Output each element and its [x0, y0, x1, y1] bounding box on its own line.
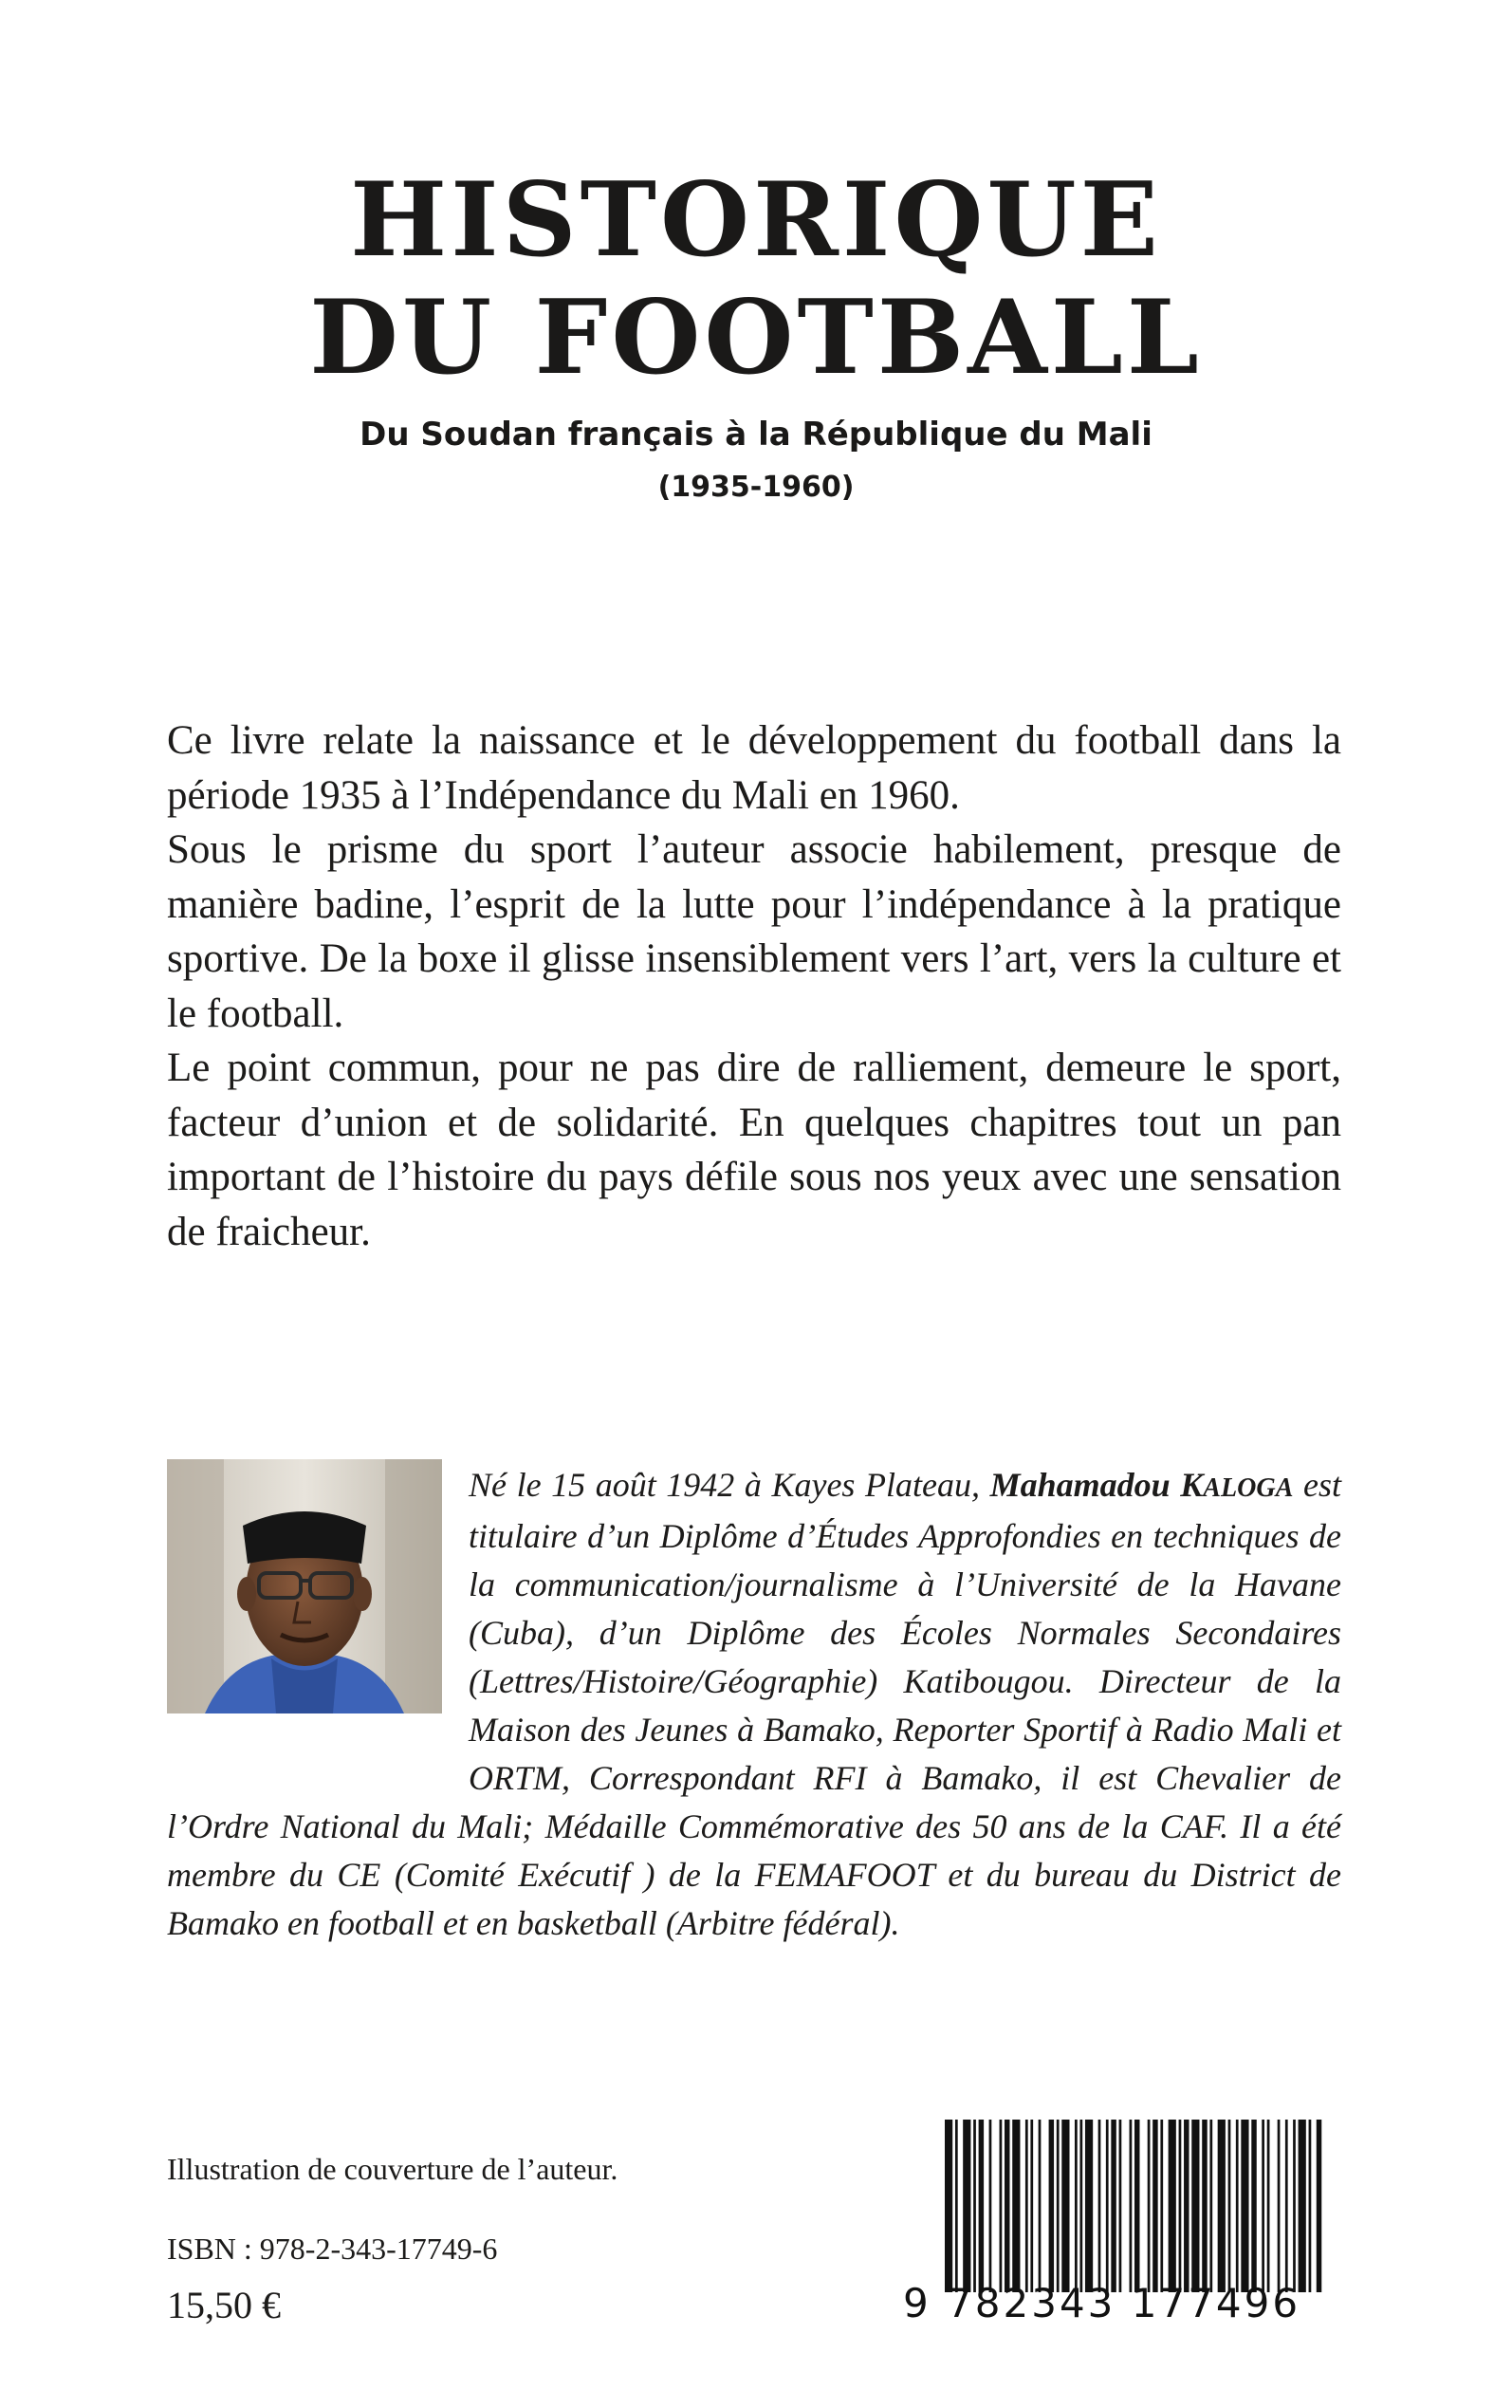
- isbn: ISBN : 978-2-343-17749-6: [167, 2232, 498, 2266]
- price: 15,50 €: [167, 2284, 281, 2326]
- illustration-credit: Illustration de couverture de l’auteur.: [167, 2152, 618, 2186]
- photo-spacer: [167, 1461, 469, 1763]
- bio-rest: est titulaire d’un Diplôme d’Études Approfondies en techniques de la communication/journalisme à l’Université de la Havane (Cuba), d’un Diplôme des Écoles Normales Secondaires (Lettres/Histoire/Géographie) Katibougou. Directeur de la Maison des Jeunes à Bamako, Reporter Sportif à Radio Mali et ORTM, Correspondant RFI à Bamako, il est Chevalier de l’Ordre National du Mali; Médaille Commémorative des 50 ans de la CAF. Il a été membre du CE (Comité Exécutif ) de la FEMAFOOT et du bureau du District de Bamako en football et en basketball (Arbitre fédéral).: [167, 1466, 1342, 1942]
- barcode-bar: [1160, 2120, 1163, 2292]
- book-dates: (1935-1960): [657, 471, 855, 504]
- barcode-bar: [1169, 2120, 1176, 2292]
- barcode-bar: [1049, 2120, 1054, 2292]
- barcode-bar: [1152, 2120, 1157, 2292]
- barcode-digits: 9 782343 177496: [903, 2280, 1301, 2326]
- barcode-bar: [1061, 2120, 1069, 2292]
- barcode-bar: [1251, 2120, 1256, 2292]
- barcode-bar: [1130, 2120, 1133, 2292]
- barcode-bar: [955, 2120, 958, 2292]
- barcode-bar: [1209, 2120, 1212, 2292]
- author-last-initial: K: [1180, 1466, 1204, 1504]
- author-first-name: Mahamadou: [989, 1466, 1171, 1504]
- barcode-bar: [1148, 2120, 1151, 2292]
- book-title-line-1: HISTORIQUE: [350, 160, 1162, 280]
- barcode-bar: [1299, 2120, 1306, 2292]
- barcode-bar: [1184, 2120, 1189, 2292]
- barcode-bar: [1012, 2120, 1020, 2292]
- barcode-bar: [1218, 2120, 1226, 2292]
- author-last-rest: ALOGA: [1203, 1473, 1294, 1503]
- blurb-paragraph-2: Sous le prisme du sport l’auteur associe habilement, presque de manière badine, l’esprit de la lutte pour l’indépendance à la pratique sportive. De la boxe il glisse insensiblement vers l’art, vers la culture et le football.: [167, 827, 1341, 1036]
- barcode-bar: [1005, 2120, 1009, 2292]
- barcode-bar: [1236, 2120, 1239, 2292]
- barcode-bar: [1057, 2120, 1060, 2292]
- barcode-bar: [1134, 2120, 1139, 2292]
- barcode-bar: [963, 2120, 970, 2292]
- barcode-bar: [1267, 2120, 1270, 2292]
- barcode-bar: [1241, 2120, 1248, 2292]
- barcode-bar: [1075, 2120, 1078, 2292]
- author-bio: [167, 1461, 1341, 1948]
- barcode-bar: [1025, 2120, 1028, 2292]
- barcode-bar: [1191, 2120, 1199, 2292]
- barcode-bar: [1119, 2120, 1122, 2292]
- barcode-bar: [1262, 2120, 1264, 2292]
- blurb-paragraph-1: Ce livre relate la naissance et le développement du football dans la période 1935 à l’Indépendance du Mali en 1960.: [167, 718, 1341, 818]
- barcode-bar: [1106, 2120, 1109, 2292]
- barcode-bar: [1317, 2120, 1321, 2292]
- title-block: [0, 161, 1512, 507]
- barcode-bar: [1285, 2120, 1288, 2292]
- blurb-paragraph-3: Le point commun, pour ne pas dire de ralliement, demeure le sport, facteur d’union et de solidarité. En quelques chapitres tout un pan important de l’histoire du pays défile sous nos yeux avec une sensation de fraicheur.: [167, 1046, 1341, 1254]
- barcode-bar: [1309, 2120, 1312, 2292]
- barcode-bar: [1085, 2120, 1093, 2292]
- barcode-bar: [1278, 2120, 1281, 2292]
- bio-intro: Né le 15 août 1942 à Kayes Plateau,: [469, 1466, 980, 1504]
- book-subtitle: Du Soudan français à la République du Mali: [360, 416, 1152, 454]
- barcode-bar: [973, 2120, 976, 2292]
- barcode-bar: [1039, 2120, 1042, 2292]
- barcode-bar: [979, 2120, 984, 2292]
- barcode-bar: [1228, 2120, 1231, 2292]
- barcode-bar: [989, 2120, 992, 2292]
- barcode-bar: [1098, 2120, 1101, 2292]
- barcode-image: [945, 2120, 1324, 2292]
- barcode-bar: [1030, 2120, 1033, 2292]
- barcode-bar: [1293, 2120, 1296, 2292]
- book-title-line-2: DU FOOTBALL: [309, 278, 1203, 398]
- blurb: [167, 713, 1341, 1259]
- barcode-bar: [1000, 2120, 1003, 2292]
- barcode-bar: [1202, 2120, 1207, 2292]
- barcode-bar: [1111, 2120, 1116, 2292]
- author-name: [990, 1466, 1294, 1504]
- barcode-bar: [945, 2120, 952, 2292]
- barcode-bar: [1179, 2120, 1182, 2292]
- barcode-bar: [1079, 2120, 1082, 2292]
